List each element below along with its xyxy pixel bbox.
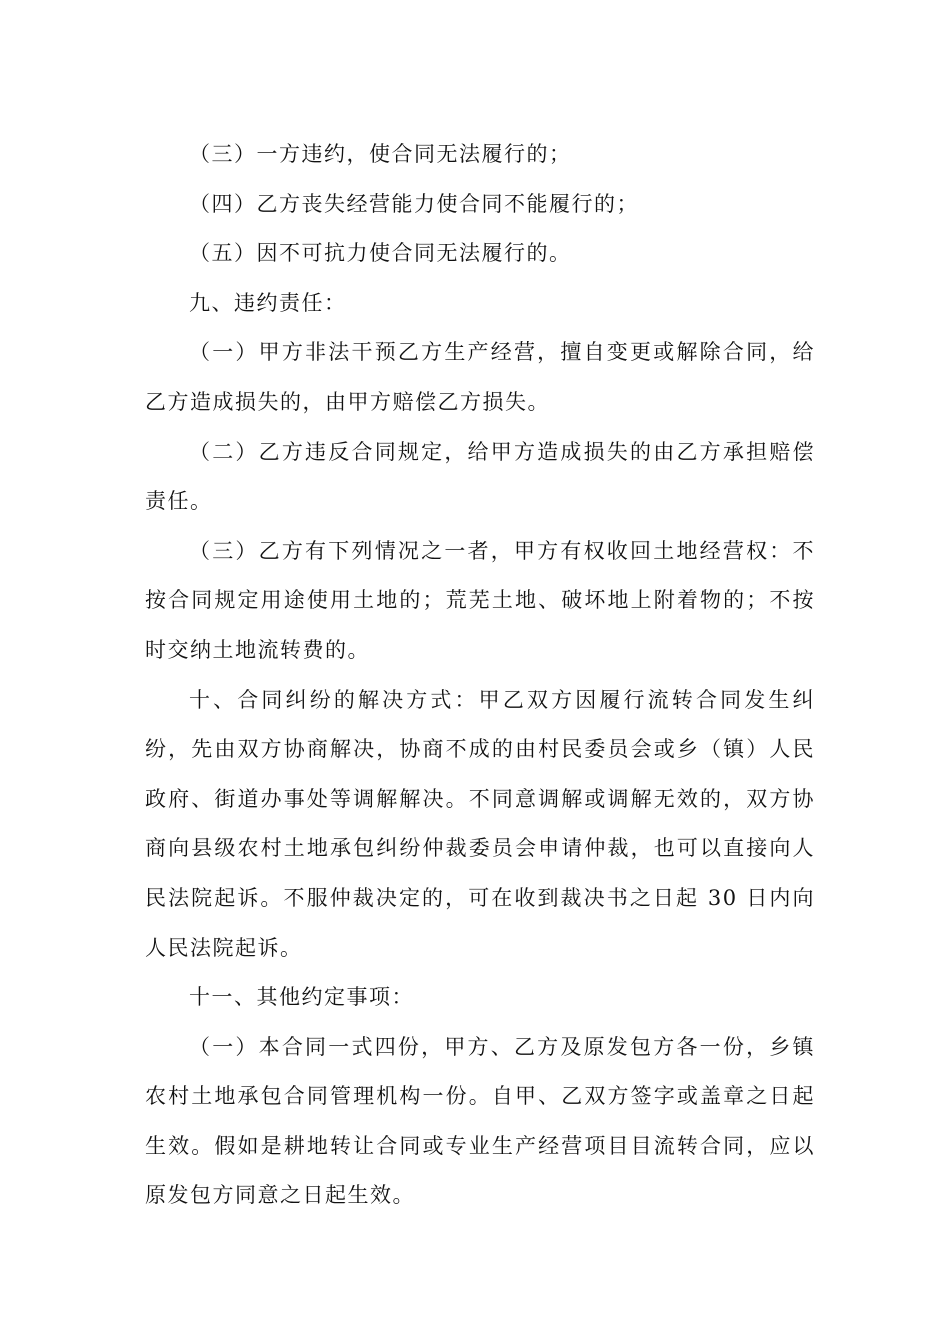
- clause-9-item-2: （二）乙方违反合同规定，给甲方造成损失的由乙方承担赔偿责任。: [145, 439, 815, 514]
- document-body: [145, 130, 815, 1221]
- clause-9-heading: 九、违约责任：: [189, 290, 347, 315]
- clause-11-item-1: （一）本合同一式四份，甲方、乙方及原发包方各一份，乡镇农村土地承包合同管理机构一份。自甲、乙双方签字或盖章之日起生效。假如是耕地转让合同或专业生产经营项目目流转合同，应以原发包方同意之日起生效。: [145, 1034, 815, 1208]
- clause-9-item-3: （三）乙方有下列情况之一者，甲方有权收回土地经营权：不按合同规定用途使用土地的；荒芜土地、破坏地上附着物的；不按时交纳土地流转费的。: [145, 538, 815, 662]
- clause-8-item-3: （三）一方违约，使合同无法履行的；: [189, 142, 572, 166]
- clause-10-dispute-resolution: 十、合同纠纷的解决方式：甲乙双方因履行流转合同发生纠纷，先由双方协商解决，协商不成的由村民委员会或乡（镇）人民政府、街道办事处等调解解决。不同意调解或调解无效的，双方协商向县级农村土地承包纠纷仲裁委员会申请仲裁，也可以直接向人民法院起诉。不服仲裁决定的，可在收到裁决书之日起 30 日内向人民法院起诉。: [145, 687, 815, 960]
- clause-8-item-5: （五）因不可抗力使合同无法履行的。: [189, 241, 572, 266]
- clause-8-item-4: （四）乙方丧失经营能力使合同不能履行的；: [189, 191, 639, 216]
- clause-11-heading: 十一、其他约定事项：: [189, 985, 414, 1010]
- clause-9-item-1: （一）甲方非法干预乙方生产经营，擅自变更或解除合同，给乙方造成损失的，由甲方赔偿乙方损失。: [145, 340, 815, 414]
